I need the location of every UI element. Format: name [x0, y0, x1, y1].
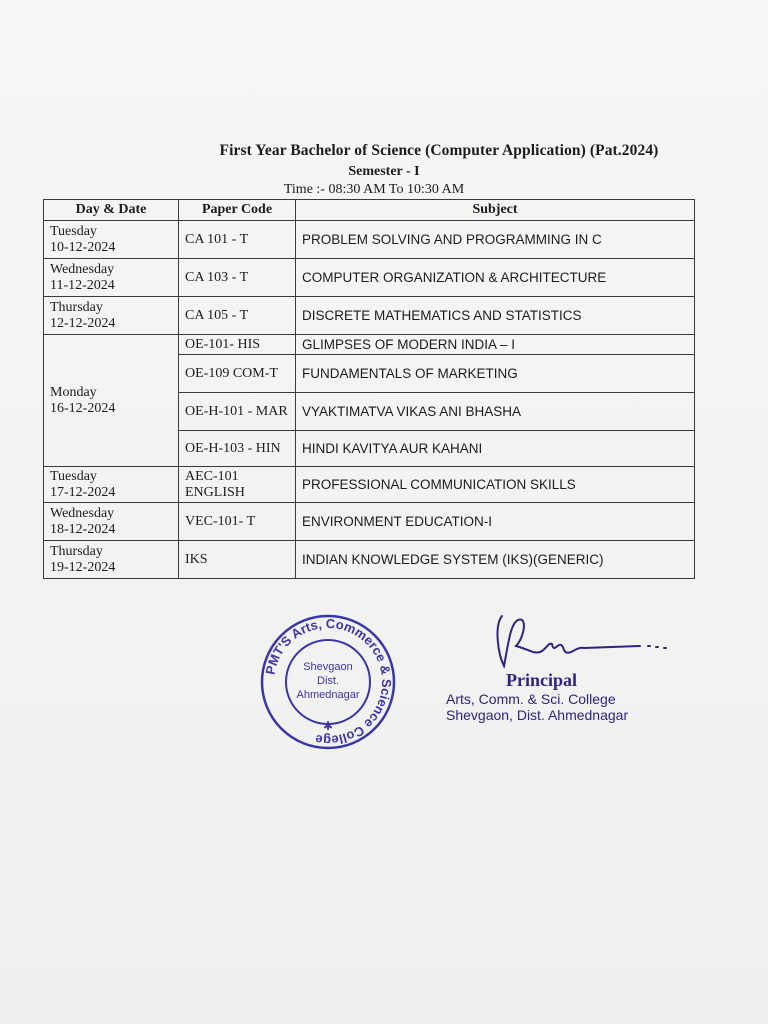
star-icon: ✱	[322, 719, 334, 733]
subject-name: ENVIRONMENT EDUCATION-I	[296, 503, 695, 541]
exam-timetable	[43, 199, 695, 579]
day-name: Wednesday	[50, 261, 115, 277]
exam-date: 19-12-2024	[50, 559, 116, 575]
subject-name: PROBLEM SOLVING AND PROGRAMMING IN C	[296, 221, 695, 259]
principal-block	[446, 670, 676, 723]
exam-time: Time :- 08:30 AM To 10:30 AM	[283, 182, 465, 197]
day-name: Thursday	[50, 299, 103, 315]
subject-name: PROFESSIONAL COMMUNICATION SKILLS	[296, 467, 695, 503]
header-paper-code: Paper Code	[179, 200, 296, 221]
header-subject: Subject	[296, 200, 695, 221]
subject-name: INDIAN KNOWLEDGE SYSTEM (IKS)(GENERIC)	[296, 541, 695, 579]
signature-stroke	[498, 616, 666, 666]
table-row	[44, 541, 695, 579]
stamp-ring-text: PMT'S Arts, Commerce & Science College	[262, 615, 395, 749]
day-date-cell	[44, 335, 179, 467]
table-row	[44, 297, 695, 335]
paper-code: IKS	[179, 541, 296, 579]
header-day-date: Day & Date	[44, 200, 179, 221]
exam-date: 18-12-2024	[50, 521, 116, 537]
semester-label: Semester - I	[348, 164, 420, 179]
day-date-cell	[44, 503, 179, 541]
subject-name: VYAKTIMATVA VIKAS ANI BHASHA	[296, 393, 695, 431]
table-row	[44, 259, 695, 297]
table-row	[44, 503, 695, 541]
day-name: Monday	[50, 384, 97, 400]
table-row	[44, 467, 695, 503]
day-date-cell	[44, 467, 179, 503]
subject-name: DISCRETE MATHEMATICS AND STATISTICS	[296, 297, 695, 335]
paper-code: AEC-101 ENGLISH	[179, 467, 296, 503]
paper-code: OE-H-103 - HIN	[179, 431, 296, 467]
table-row	[44, 221, 695, 259]
day-name: Tuesday	[50, 468, 97, 484]
stamp-center-line2: Dist.	[317, 675, 339, 687]
stamp-center-line3: Ahmednagar	[296, 689, 360, 701]
paper-code: CA 101 - T	[179, 221, 296, 259]
subject-name: HINDI KAVITYA AUR KAHANI	[296, 431, 695, 467]
exam-date: 12-12-2024	[50, 315, 116, 331]
college-name: Arts, Comm. & Sci. College	[446, 691, 616, 707]
exam-date: 17-12-2024	[50, 484, 116, 500]
subject-name: COMPUTER ORGANIZATION & ARCHITECTURE	[296, 259, 695, 297]
subject-name: GLIMPSES OF MODERN INDIA – I	[296, 335, 695, 355]
paper-code: VEC-101- T	[179, 503, 296, 541]
table-row	[44, 335, 695, 355]
paper-code: CA 103 - T	[179, 259, 296, 297]
paper-code: CA 105 - T	[179, 297, 296, 335]
stamp-center-line1: Shevgaon	[303, 661, 353, 673]
table-header-row	[44, 200, 695, 221]
exam-date: 16-12-2024	[50, 400, 116, 416]
subject-name: FUNDAMENTALS OF MARKETING	[296, 355, 695, 393]
day-date-cell	[44, 541, 179, 579]
exam-date: 11-12-2024	[50, 277, 115, 293]
day-date-cell	[44, 221, 179, 259]
day-name: Tuesday	[50, 223, 97, 239]
college-stamp	[258, 612, 398, 752]
college-location: Shevgaon, Dist. Ahmednagar	[446, 707, 629, 723]
paper-code: OE-109 COM-T	[179, 355, 296, 393]
document-title: First Year Bachelor of Science (Computer Application) (Pat.2024)	[219, 142, 659, 159]
day-name: Wednesday	[50, 505, 115, 521]
paper-code: OE-101- HIS	[179, 335, 296, 355]
day-date-cell	[44, 297, 179, 335]
exam-date: 10-12-2024	[50, 239, 116, 255]
paper-code: OE-H-101 - MAR	[179, 393, 296, 431]
principal-title: Principal	[506, 670, 577, 690]
day-date-cell	[44, 259, 179, 297]
day-name: Thursday	[50, 543, 103, 559]
